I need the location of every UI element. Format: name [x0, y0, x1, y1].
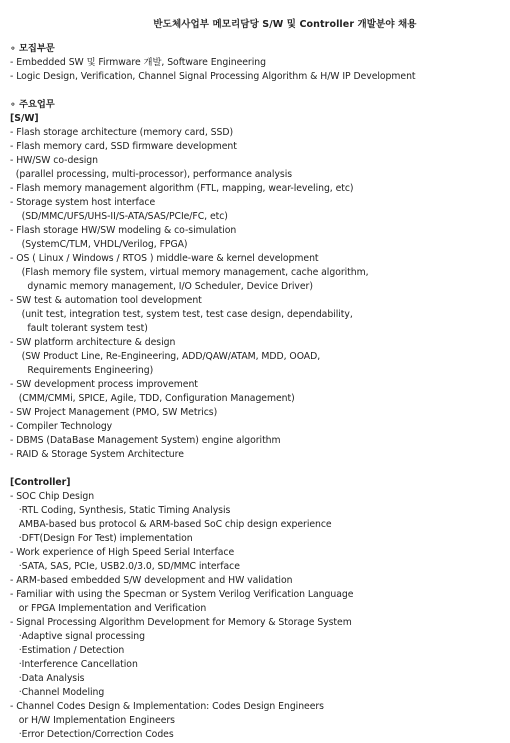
text-line: (Flash memory file system, virtual memory management, cache algorithm, — [10, 267, 369, 278]
text-line: - Channel Codes Design & Implementation: Codes Design Engineers — [10, 701, 324, 712]
blank-line — [10, 462, 506, 476]
text-line: - RAID & Storage System Architecture — [10, 449, 184, 460]
text-line: ·DFT(Design For Test) implementation — [10, 533, 193, 544]
text-line: - Signal Processing Algorithm Development for Memory & Storage System — [10, 617, 352, 628]
text-line: (CMM/CMMi, SPICE, Agile, TDD, Configuration Management) — [10, 393, 295, 404]
text-line: or FPGA Implementation and Verification — [10, 603, 207, 614]
text-line: - Flash memory card, SSD firmware development — [10, 141, 237, 152]
text-line: - ARM-based embedded S/W development and HW validation — [10, 575, 293, 586]
text-line: - OS ( Linux / Windows / RTOS ) middle-ware & kernel development — [10, 253, 319, 264]
section-heading: [S/W] — [10, 113, 39, 124]
section-heading: [Controller] — [10, 477, 71, 488]
text-line: fault tolerant system test) — [10, 323, 148, 334]
text-line: - SW test & automation tool development — [10, 295, 202, 306]
text-line: ·SATA, SAS, PCIe, USB2.0/3.0, SD/MMC interface — [10, 561, 240, 572]
text-line: - SW Project Management (PMO, SW Metrics) — [10, 407, 218, 418]
document-body — [10, 42, 506, 742]
text-line: - SOC Chip Design — [10, 491, 95, 502]
text-line: (SW Product Line, Re-Engineering, ADD/QAW/ATAM, MDD, OOAD, — [10, 351, 321, 362]
text-line: ·Error Detection/Correction Codes — [10, 729, 174, 740]
text-line: - SW development process improvement — [10, 379, 198, 390]
text-line: (SystemC/TLM, VHDL/Verilog, FPGA) — [10, 239, 188, 250]
text-line: - Storage system host interface — [10, 197, 156, 208]
text-line: ·Interference Cancellation — [10, 659, 138, 670]
text-line: - Compiler Technology — [10, 421, 113, 432]
text-line: - HW/SW co-design — [10, 155, 98, 166]
text-line: - Flash memory management algorithm (FTL, mapping, wear-leveling, etc) — [10, 183, 354, 194]
text-line: - Work experience of High Speed Serial Interface — [10, 547, 235, 558]
text-line: ·Channel Modeling — [10, 687, 105, 698]
text-line: - Flash storage architecture (memory card, SSD) — [10, 127, 234, 138]
text-line: - Familiar with using the Specman or System Verilog Verification Language — [10, 589, 354, 600]
text-line: - DBMS (DataBase Management System) engine algorithm — [10, 435, 281, 446]
section-heading: ∘ 모집부문 — [10, 43, 55, 54]
text-line: (parallel processing, multi-processor), performance analysis — [10, 169, 293, 180]
text-line: - Embedded SW 및 Firmware 개발, Software Engineering — [10, 57, 266, 68]
text-line: - Flash storage HW/SW modeling & co-simulation — [10, 225, 237, 236]
blank-line — [10, 84, 506, 98]
text-line: ·RTL Coding, Synthesis, Static Timing Analysis — [10, 505, 231, 516]
text-line: - Logic Design, Verification, Channel Signal Processing Algorithm & H/W IP Development — [10, 71, 416, 82]
text-line: - SW platform architecture & design — [10, 337, 176, 348]
text-line: dynamic memory management, I/O Scheduler, Device Driver) — [10, 281, 313, 292]
text-line: ·Data Analysis — [10, 673, 85, 684]
text-line: or H/W Implementation Engineers — [10, 715, 175, 726]
text-line: ·Estimation / Detection — [10, 645, 125, 656]
text-line: ·Adaptive signal processing — [10, 631, 145, 642]
section-heading: ∘ 주요업무 — [10, 99, 55, 110]
text-line: Requirements Engineering) — [10, 365, 154, 376]
text-line: AMBA-based bus protocol & ARM-based SoC chip design experience — [10, 519, 332, 530]
document-title: 반도체사업부 메모리담당 S/W 및 Controller 개발분야 채용 — [153, 19, 417, 30]
text-line: (unit test, integration test, system test, test case design, dependability, — [10, 309, 353, 320]
text-line: (SD/MMC/UFS/UHS-II/S-ATA/SAS/PCIe/FC, etc) — [10, 211, 228, 222]
